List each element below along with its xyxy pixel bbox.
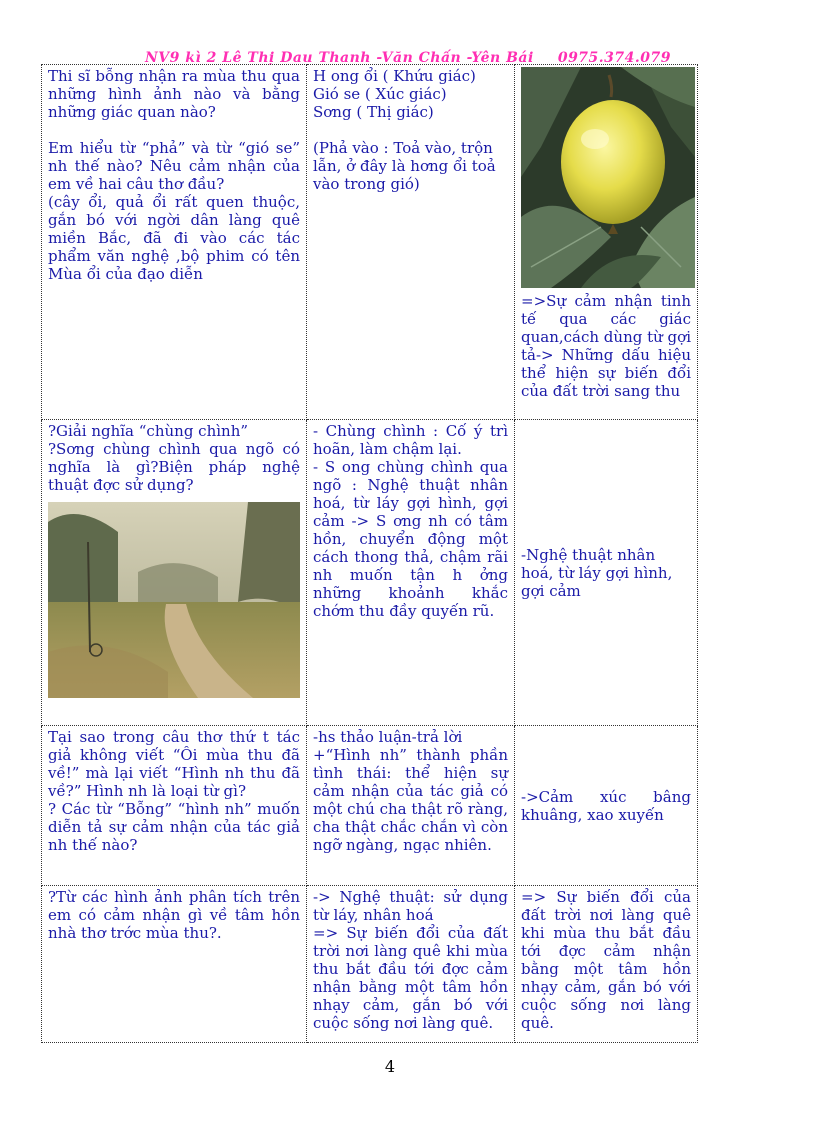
question-cell bbox=[42, 420, 307, 726]
note-text: =>Sự cảm nhận tinh tế qua các giác quan,cách dùng từ gợi tả-> Những dấu hiệu thể hiện sự biến đổi của đất trời sang thu bbox=[521, 292, 691, 400]
guava-image bbox=[521, 67, 695, 288]
answer-text: -> Nghệ thuật: sử dụng từ láy, nhân hoá bbox=[313, 888, 508, 924]
answer-text: +“Hình nh” thành phần tình thái: thể hiện sự cảm nhận của tác giả có một chú cha thật rõ ràng, cha thật chắc chắn vì còn ngỡ ngàng, ngạc nhiên. bbox=[313, 746, 508, 854]
note-cell bbox=[515, 65, 698, 420]
question-text: Thi sĩ bỗng nhận ra mùa thu qua những hình ảnh nào và bằng những giác quan nào? bbox=[48, 67, 300, 121]
note-text: ->Cảm xúc bâng khuâng, xao xuyến bbox=[521, 787, 691, 824]
note-cell bbox=[515, 420, 698, 726]
question-text: ?Sơng chùng chình qua ngõ có nghĩa là gì?Biện pháp nghệ thuật đợc sử dụng? bbox=[48, 440, 300, 494]
answer-text: H ong ổi ( Khứu giác) bbox=[313, 67, 476, 85]
page-number: 4 bbox=[384, 1057, 396, 1076]
question-text: ?Giải nghĩa “chùng chình” bbox=[48, 422, 249, 440]
question-cell bbox=[42, 726, 307, 886]
header-phone: 0975.374.079 bbox=[557, 50, 671, 66]
question-cell bbox=[42, 886, 307, 1043]
answer-text: (Phả vào : Toả vào, trộn lẫn, ở đây là hơng ổi toả vào trong gió) bbox=[313, 139, 496, 193]
answer-text: -hs thảo luận-trả lời bbox=[313, 728, 463, 746]
note-text: -Nghệ thuật nhân hoá, từ láy gợi hình, gợi cảm bbox=[521, 545, 673, 600]
table-row bbox=[42, 886, 698, 1043]
answer-text: Gió se ( Xúc giác) bbox=[313, 85, 447, 103]
note-text: => Sự biến đổi của đất trời nơi làng quê khi mùa thu bắt đầu tới đợc cảm nhận bằng một tâm hồn nhạy cảm, gắn bó với cuộc sống nơi làng quê. bbox=[521, 888, 691, 1032]
village-road-photo bbox=[48, 502, 300, 698]
question-text: (cây ổi, quả ổi rất quen thuộc, gắn bó với ngời dân làng quê miền Bắc, đã đi vào các tác phẩm văn nghệ ,bộ phim có tên Mùa ổi của đạo diễn bbox=[48, 193, 300, 283]
table-row bbox=[42, 420, 698, 726]
answer-text: - Chùng chình : Cố ý trì hoãn, làm chậm lại. bbox=[313, 422, 508, 458]
answer-text: - S ong chùng chình qua ngõ : Nghệ thuật nhân hoá, từ láy gợi hình, gợi cảm -> S ơng nh có tâm hồn, chuyển động một cách thong thả, chậm rãi nh muốn tận h ởng những khoảnh khắc chớm thu đầy quyến rũ. bbox=[313, 458, 508, 620]
answer-cell bbox=[307, 726, 515, 886]
village-road-image bbox=[48, 502, 300, 698]
header-text: NV9 kì 2 Lê Thị Dau Thanh -Văn Chấn -Yên Bái bbox=[145, 50, 534, 66]
answer-cell bbox=[307, 65, 515, 420]
note-cell bbox=[515, 886, 698, 1043]
guava-photo bbox=[521, 67, 695, 288]
question-cell bbox=[42, 65, 307, 420]
lesson-table bbox=[41, 64, 698, 1043]
table-row bbox=[42, 726, 698, 886]
question-text: Em hiểu từ “phả” và từ “gió se” nh thế nào? Nêu cảm nhận của em về hai câu thơ đầu? bbox=[48, 139, 300, 193]
answer-cell bbox=[307, 886, 515, 1043]
answer-text: => Sự biến đổi của đất trời nơi làng quê khi mùa thu bắt đầu tới đợc cảm nhận bằng một tâm hồn nhạy cảm, gắn bó với cuộc sống nơi làng quê. bbox=[313, 924, 508, 1032]
answer-cell bbox=[307, 420, 515, 726]
answer-text: Sơng ( Thị giác) bbox=[313, 103, 434, 121]
question-text: ? Các từ “Bỗng” “hình nh” muốn diễn tả sự cảm nhận của tác giả nh thế nào? bbox=[48, 800, 300, 854]
table-row bbox=[42, 65, 698, 420]
question-text: ?Từ các hình ảnh phân tích trên em có cảm nhận gì về tâm hồn nhà thơ trớc mùa thu?. bbox=[48, 888, 300, 942]
question-text: Tại sao trong câu thơ thứ t tác giả không viết “Ôi mùa thu đã về!” mà lại viết “Hình nh thu đã về?” Hình nh là loại từ gì? bbox=[48, 728, 300, 800]
note-cell bbox=[515, 726, 698, 886]
